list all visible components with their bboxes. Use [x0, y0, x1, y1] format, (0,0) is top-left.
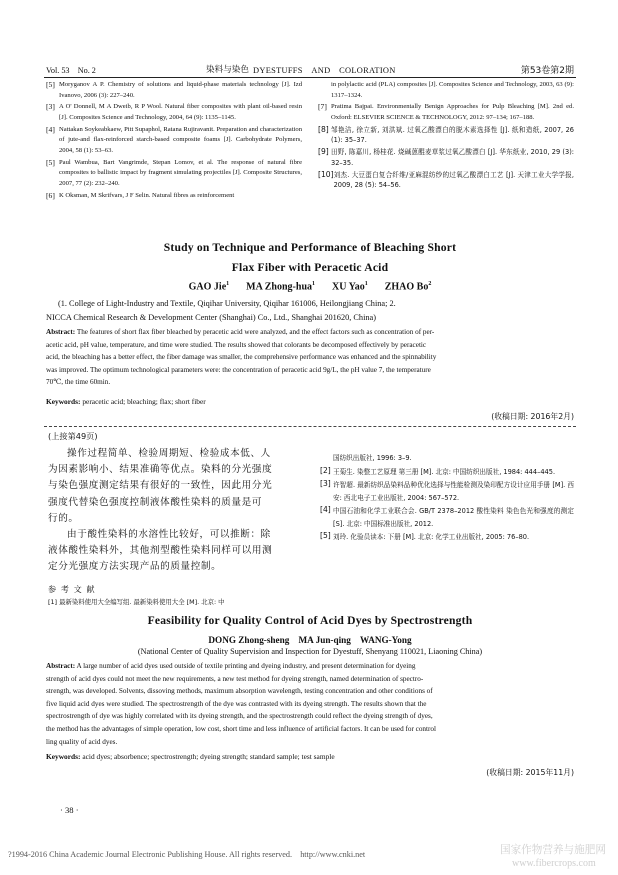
body-line: 由于酸性染料的水溶性比较好，可以推断：除: [67, 529, 271, 541]
copyright-footer: ?1994-2016 China Academic Journal Electronic Publishing House. All rights reserved. http://www.cnki.net: [8, 850, 366, 859]
keywords-text: peracetic acid; bleaching; flax; short fiber: [82, 397, 206, 406]
page-number: · 38 ·: [60, 805, 79, 815]
reference-item: in polylactic acid (PLA) composites [J]. Composites Science and Technology, 2003, 63 (9): 1317–1324.: [331, 81, 574, 99]
article-title-line-1: Study on Technique and Performance of Bleaching Short: [163, 241, 457, 254]
section-separator: [44, 426, 576, 427]
keywords-line: [46, 397, 574, 406]
abstract-line: five liquid acid dyes were studied. The spectrostrength of the dye was contrasted with its dyeing strength. The results shown that the: [46, 699, 427, 708]
reference-item: [3] 许智超. 最新纺织品染料品种优化选择与性能检测及染印配方设计应用手册 [M]. 西安: 西北电子工业出版社, 2004: 567–572.: [320, 479, 574, 502]
reference-item: [8] 邹艳洁, 徐立新, 刘洪斌. 过氧乙酸漂白的脱木素选择性 [J]. 纸和造纸, 2007, 26 (1): 35–37.: [318, 124, 574, 145]
keywords-label: Keywords:: [46, 752, 81, 761]
abstract-line: The features of short flax fiber bleached by peracetic acid were analyzed, and the effect factors such as concentration of per-: [76, 328, 435, 336]
reference-list-top-right: [318, 80, 574, 192]
reference-item: [9] 田野, 陈嘉川, 杨桂花. 烧碱蒽醌麦草浆过氧乙酸漂白 [J]. 华东纸业, 2010, 29 (3): 32–35.: [318, 147, 574, 167]
body-line: 为因素影响小、结果准确等优点。染料的分光强度: [48, 464, 273, 476]
reference-item: [6] K Oksman, M Skrifvars, J F Selin. Natural fibres as reinforcement: [46, 190, 235, 200]
author-line: DONG Zhong-sheng MA Jun-qing WANG-Yong: [208, 635, 412, 645]
continued-from-note: (上接第49页): [48, 431, 98, 441]
author-affiliation-mark: 1: [226, 281, 230, 287]
body-line: 液体酸性染料外，其他剂型酸性染料同样可以用测: [48, 545, 273, 557]
abstract-block: [46, 660, 574, 748]
reference-item: 国纺织出版社, 1996: 3–9.: [333, 454, 412, 462]
body-line: 强度代替染色强度控制液体酸性染料的质量是可: [48, 496, 263, 508]
chinese-body-text: [48, 446, 306, 576]
reference-item: [5] Paul Wambua, Bart Vangrimde, Stepan Lomov, et al. The response of natural fibre composites to ballistic impact by fragment simulating projectiles [J]. Composite Structures, 2007, 77 (2): 232–240.: [46, 157, 302, 187]
affiliation-line-1: (1. College of Light-Industry and Textile, Qiqihar University, Qiqihar 161006, Heilongjiang China; 2.: [58, 299, 396, 308]
author-name: XU Yao: [332, 281, 365, 293]
reference-item: [3] A O' Donnell, M A Dweib, R P Wool. Natural fiber composites with plant oil-based resin [J]. Composites Science and Technology, 2004, 64 (9): 1135–1145.: [46, 102, 302, 121]
author-line: [46, 281, 574, 292]
reference-item: [5] Moryganov A P. Chemistry of solutions and liquid-phase materials technology [J]. Izd Ivanovo, 2006 (3): 227–240.: [46, 80, 302, 99]
reference-item: [1] 最新染料使用大全编写组. 最新染料使用大全 [M]. 北京: 中: [48, 598, 225, 606]
affiliation-line: (National Center of Quality Supervision and Inspection for Dyestuff, Shenyang 110021, Liaoning China): [137, 647, 483, 656]
body-line: 定分光强度方法实现产品的质量控制。: [48, 561, 222, 573]
body-line: 操作过程简单、检验周期短、检验成本低、人: [67, 448, 271, 459]
body-line: 行的。: [48, 512, 79, 524]
author-name: MA Zhong-hua: [246, 281, 313, 293]
abstract-line: A large number of acid dyes used outside of textile printing and dyeing industry, and present determination for dyeing: [76, 662, 416, 670]
author-name: GAO Jie: [188, 281, 227, 293]
author-affiliation-mark: 1: [312, 281, 316, 287]
author-name: ZHAO Bo: [384, 281, 429, 293]
issue-label-cn: 第53卷第2期: [520, 66, 574, 76]
article-title-line-2: Flax Fiber with Peracetic Acid: [231, 261, 389, 274]
received-date: (收稿日期: 2016年2月): [491, 412, 574, 421]
reference-item: [5] 刘玲. 化验员读本: 下册 [M]. 北京: 化学工业出版社, 2005: 76–80.: [320, 531, 530, 542]
abstract-line: 70℃, the time 60min.: [46, 378, 111, 387]
abstract-label: Abstract:: [46, 328, 76, 336]
keywords-label: Keywords:: [46, 397, 81, 406]
watermark-url: www.fibercrops.com: [512, 858, 596, 869]
abstract-line: strength of acid dyes could not meet the new requirements, a new test method for dyeing strength, named determination of spectro-: [46, 674, 424, 683]
abstract-line: strength, was developed. Solvents, dissoving methods, maximum absorption wavelength, testing concentration and other conditions of: [46, 687, 433, 696]
reference-list-top-left: [46, 80, 302, 202]
author-affiliation-mark: 2: [428, 281, 432, 287]
running-header: [46, 63, 574, 77]
references-heading: 参 考 文 献: [48, 584, 96, 594]
journal-name-en: DYESTUFFS AND COLORATION: [253, 66, 396, 75]
reference-item: [4] 中国石油和化学工业联合会. GB/T 2378–2012 酸性染料 染色色光和强度的测定 [S]. 北京: 中国标准出版社, 2012.: [320, 505, 574, 528]
abstract-line: the method has the advantages of simple operation, low cost, short time and less influence of artificial factors. It can be used for control: [46, 724, 436, 733]
abstract-line: was improved. The optimum technological parameters were: the concentration of peracetic acid 9g/L, the pH value 7, the temperature: [46, 365, 431, 374]
keywords-line: [46, 752, 574, 761]
abstract-block: [46, 326, 574, 389]
abstract-line: acid, the bleaching has a better effect, the fiber damage was smaller, the comprehensive performance was enhanced and the spinnability: [46, 353, 437, 362]
keywords-text: acid dyes; absorbence; spectrostrength; dyeing strength; standard sample; test sample: [82, 752, 335, 761]
reference-item: [4] Nattakan Soykeabkaew, Pitt Supaphol, Ratana Rujiravanit. Preparation and characterization of jute-and flax-reinforced starch-based composite foams [J]. Carbohydrate Polymers, 2004, 58 (1): 53–63.: [46, 124, 302, 154]
watermark-cn: 国家作物营养与施肥网: [500, 844, 606, 856]
reference-list-mid-right: [320, 452, 574, 545]
abstract-line: ling quality of acid dyes.: [46, 737, 118, 746]
abstract-line: spectrostrength of dye was highly correlated with its dyeing strength, and the spectrostrength could reflect the dyeing strength of dyes,: [46, 712, 433, 721]
received-date: (收稿日期: 2015年11月): [486, 768, 574, 777]
body-line: 与染色强度测定结果有很好的一致性，因此用分光: [48, 480, 273, 492]
volume-label: Vol. 53 No. 2: [46, 66, 96, 75]
abstract-line: acetic acid, pH value, temperature, and time were studied. The results showed that colorants be decomposed effectively by peracetic: [46, 340, 427, 349]
journal-name-cn: 染料与染色: [206, 65, 249, 75]
header-rule: [44, 77, 576, 78]
article-title: Feasibility for Quality Control of Acid Dyes by Spectrostrength: [147, 614, 473, 627]
author-affiliation-mark: 1: [364, 281, 368, 287]
reference-item: [10] 刘杰. 大豆蛋白复合纤维/亚麻混纺纱的过氧乙酸漂白工艺 [J]. 天津工业大学学报, 2009, 28 (5): 54–56.: [318, 169, 574, 190]
reference-item: [2] 王菊生. 染整工艺原理 第三册 [M]. 北京: 中国纺织出版社, 1984: 444–445.: [320, 465, 556, 476]
reference-item: [7] Pratima Bajpai. Environmentally Benign Approaches for Pulp Bleaching [M]. 2nd ed. Oxford: ELSEVIER SCIENCE & TECHNOLOGY, 2012: 97–134; 167–188.: [318, 102, 574, 121]
affiliation-line-2: NICCA Chemical Research & Development Center (Shanghai) Co., Ltd., Shanghai 201620, China): [46, 313, 376, 322]
abstract-label: Abstract:: [46, 662, 76, 670]
